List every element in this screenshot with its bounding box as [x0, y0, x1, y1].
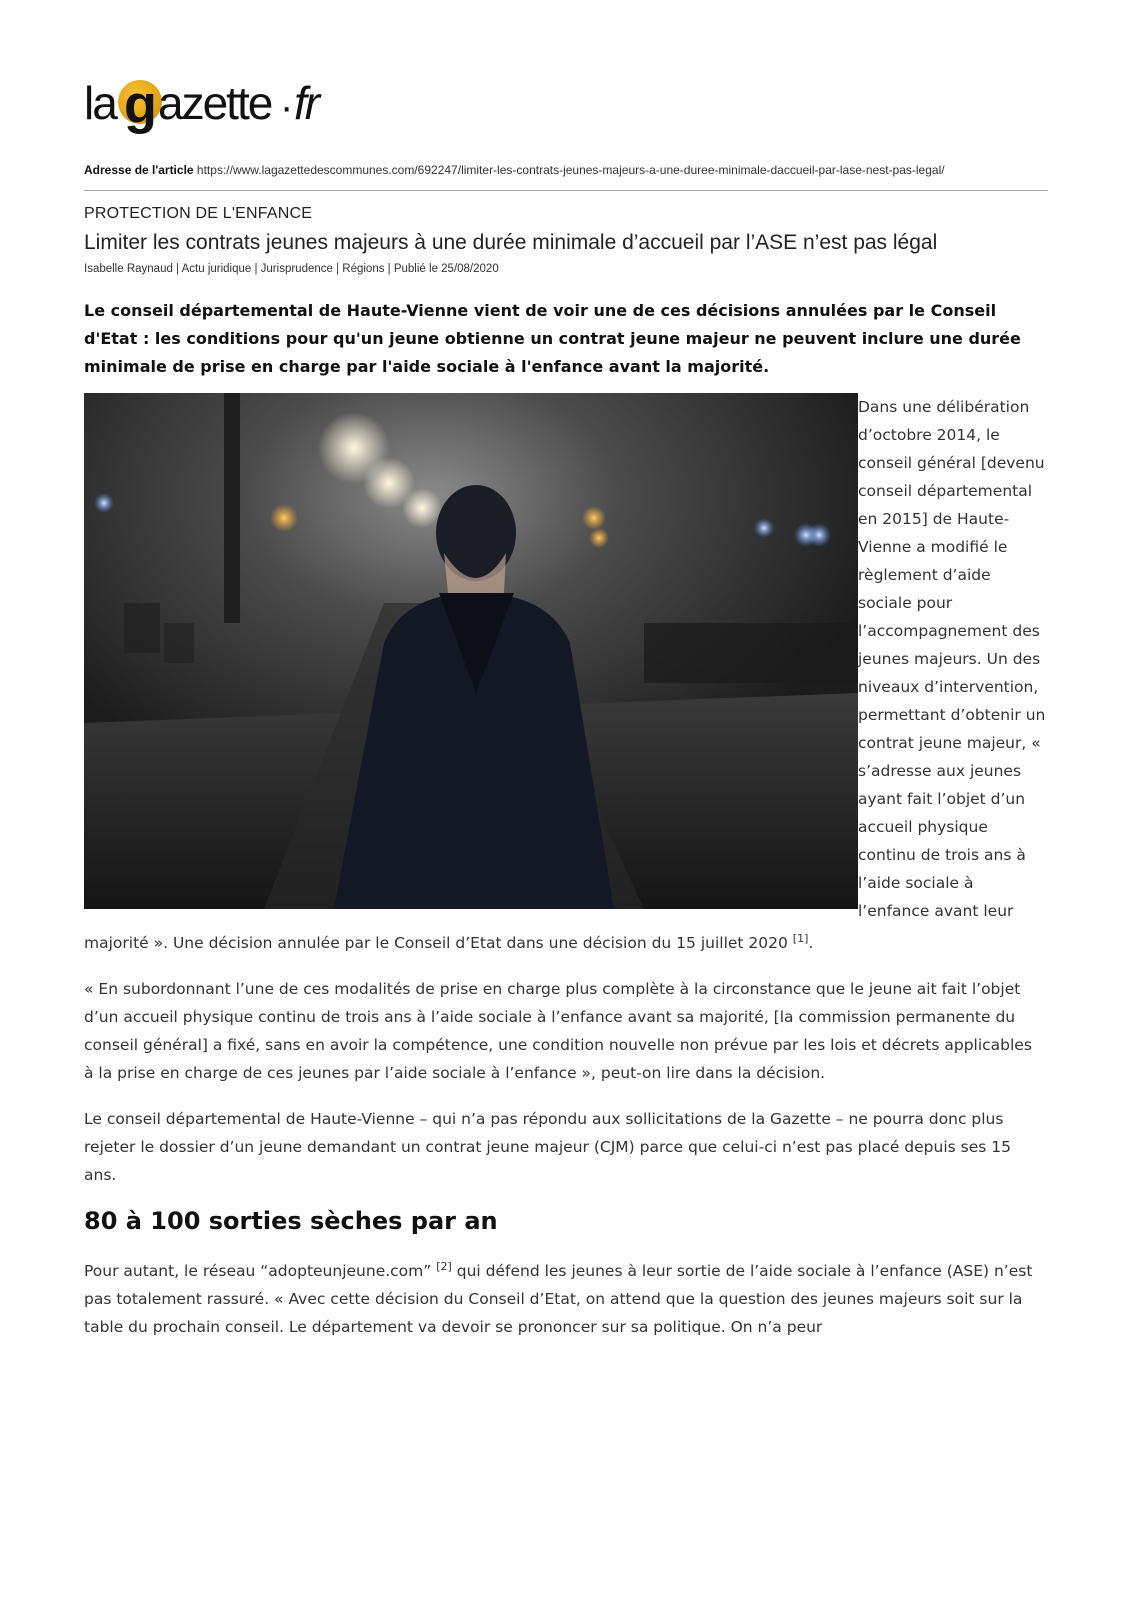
- paragraph-1-text: Dans une délibération d’octobre 2014, le conseil général [devenu conseil départemental en 2015] de Haute-Vienne a modifié le règlement d’aide sociale pour l’accompagnement des jeunes majeurs. Un des niveaux d’intervention, permettant d’obtenir un contrat jeune majeur, « s’adresse aux jeunes ayant fait l’objet d’un accueil physique continu de trois ans à l’aide sociale à l’enfance avant leur majorité ». Une décision annulée par le Conseil d’Etat dans une décision du 15 juillet 2020: [84, 398, 1046, 953]
- site-logo[interactable]: [84, 74, 344, 144]
- logo-text-azette: azette: [158, 77, 272, 129]
- section-heading: 80 à 100 sorties sèches par an: [84, 1207, 498, 1236]
- article-meta: Isabelle Raynaud | Actu juridique | Jurisprudence | Régions | Publié le 25/08/2020: [84, 263, 499, 275]
- article-page: [84, 74, 1048, 1359]
- article-url-line: [84, 156, 1024, 184]
- article-title: Limiter les contrats jeunes majeurs à une durée minimale d’accueil par l’ASE n’est pas légal: [84, 231, 938, 254]
- logo-text-fr: fr: [294, 77, 319, 129]
- section-label: PROTECTION DE L'ENFANCE: [84, 205, 313, 222]
- body-paragraph-4: [84, 1253, 1046, 1341]
- logo-text-dot: ·: [280, 85, 292, 129]
- divider: [84, 190, 1048, 191]
- footnote-ref-1[interactable]: [1]: [792, 932, 809, 945]
- footnote-ref-2[interactable]: [2]: [436, 1260, 452, 1274]
- article-lead: Le conseil départemental de Haute-Vienne vient de voir une de ces décisions annulées par le Conseil d'Etat : les conditions pour qu'un jeune obtienne un contrat jeune majeur ne peuvent inclure une durée minimale de prise en charge par l'aide sociale à l'enfance avant la majorité.: [84, 301, 1021, 376]
- article-body: [84, 393, 1046, 1359]
- logo-text-la: la: [84, 77, 116, 129]
- paragraph-4-start: Pour autant, le réseau “adopteunjeune.com”: [84, 1262, 437, 1281]
- url-label: Adresse de l'article: [84, 163, 194, 177]
- body-paragraph-2: « En subordonnant l’une de ces modalités de prise en charge plus complète à la circonstance que le jeune ait fait l’objet d’un accueil physique continu de trois ans à l’aide sociale à l’enfance avant sa majorité, [la commission permanente du conseil général] a fixé, sans en avoir la compétence, une condition nouvelle non prévue par les lois et décrets applicables à la prise en charge de ces jeunes par l’aide sociale à l’enfance », peut-on lire dans la décision.: [84, 980, 1032, 1083]
- paragraph-1-end: .: [808, 934, 814, 953]
- article-url-link[interactable]: https://www.lagazettedescommunes.com/692247/limiter-les-contrats-jeunes-majeurs-a-une-duree-minimale-daccueil-par-lase-nest-pas-legal/: [196, 163, 945, 177]
- night-street-photo-image: [84, 393, 858, 909]
- article-photo: [84, 393, 858, 909]
- logo-text-g: g: [124, 75, 157, 135]
- paragraph-4-rest: qui défend les jeunes à leur sortie de l’aide sociale à l’enfance (ASE) n’est pas totalement rassuré. « Avec cette décision du Conseil d’Etat, on attend que la question des jeunes majeurs soit sur la table du prochain conseil. Le département va devoir se prononcer sur sa politique. On n’a peur: [84, 1262, 1033, 1337]
- body-paragraph-3: Le conseil départemental de Haute-Vienne – qui n’a pas répondu aux sollicitations de la Gazette – ne pourra donc plus rejeter le dossier d’un jeune demandant un contrat jeune majeur (CJM) parce que celui-ci n’est pas placé depuis ses 15 ans.: [84, 1110, 1011, 1185]
